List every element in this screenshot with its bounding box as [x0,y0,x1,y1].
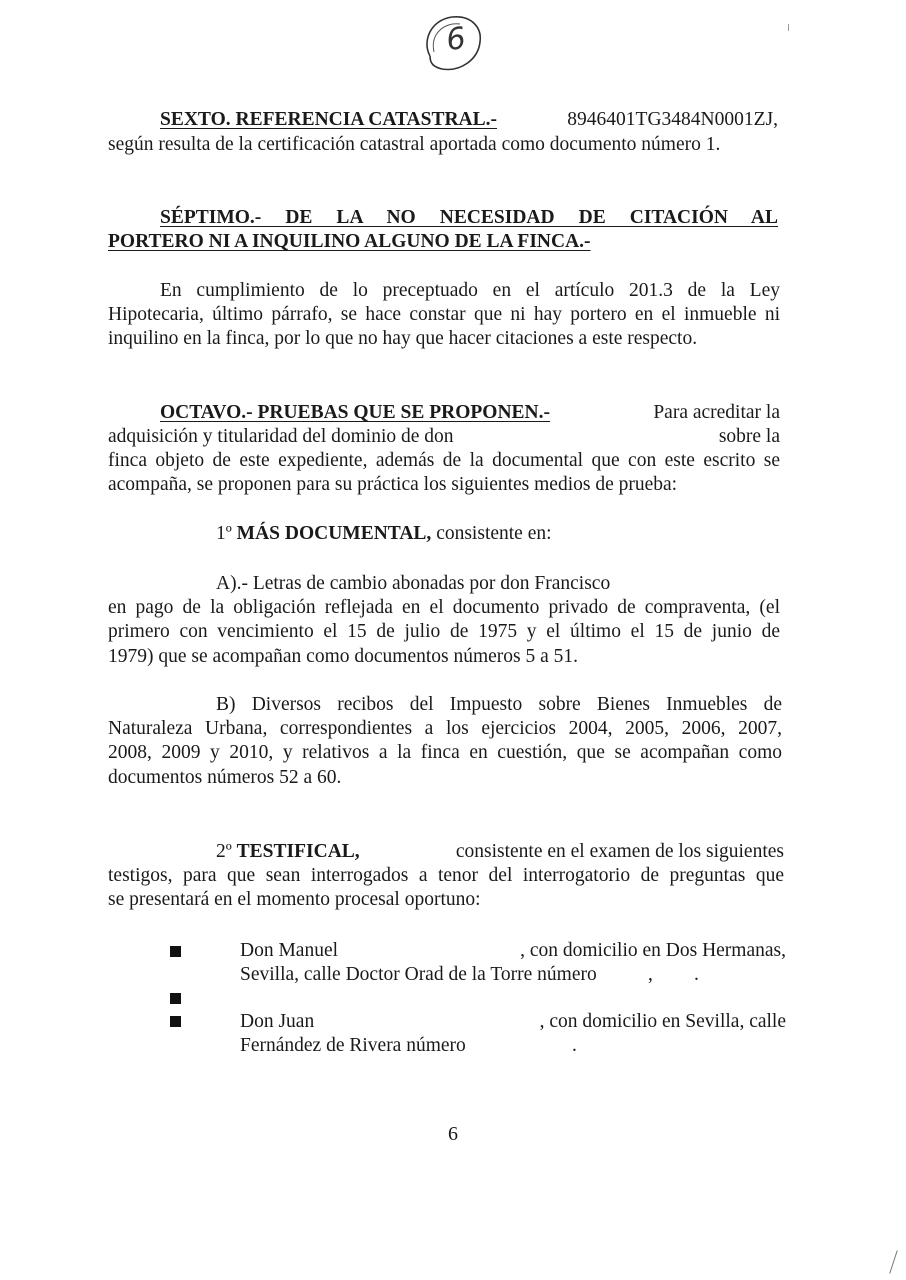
testifical-line-1 [216,840,784,864]
documental-heading [216,522,552,546]
septimo-paragraph-line-1: En cumplimiento de lo preceptuado en el artículo 201.3 de la Ley [160,280,780,301]
septimo-heading-1: SÉPTIMO.- DE LA NO NECESIDAD DE CITACIÓN AL [160,207,778,228]
bullet-icon [170,946,181,957]
septimo-heading-2: PORTERO NI A INQUILINO ALGUNO DE LA FINCA.- [108,231,591,252]
septimo-paragraph-line-3: inquilino en la finca, por lo que no hay que hacer citaciones a este respecto. [108,328,698,349]
documental-b-line-3: 2008, 2009 y 2010, y relativos a la finca en cuestión, que se acompañan como [108,742,782,763]
documental-a-line-3: primero con vencimiento el 15 de julio de 1975 y el último el 15 de junio de [108,621,780,642]
octavo-line-1-rest: Para acreditar la [653,402,780,423]
witness-2-line-1 [240,1010,786,1034]
page-number: 6 [448,1123,458,1145]
sexto-line-1 [160,108,778,132]
octavo-line-4: acompaña, se proponen para su práctica los siguientes medios de prueba: [108,474,678,495]
witness-2-line-2 [240,1034,600,1058]
documental-number: 1º [216,523,232,544]
documental-a-line-1: A).- Letras de cambio abonadas por don Francisco [216,573,611,594]
octavo-line-1 [160,401,780,425]
witness-1-address: , con domicilio en Dos Hermanas, [520,940,786,961]
bullet-icon [170,993,181,1004]
documental-b-line-1: B) Diversos recibos del Impuesto sobre Bienes Inmuebles de [216,694,782,715]
scan-mark [889,1250,897,1273]
witness-1-comma: , [648,964,653,985]
witness-2-address: , con domicilio en Sevilla, calle [539,1011,786,1032]
witness-2-street: Fernández de Rivera número [240,1035,466,1056]
bullet-icon [170,1016,181,1027]
documental-b-line-4: documentos números 52 a 60. [108,767,342,788]
documental-title: MÁS DOCUMENTAL, [236,523,432,544]
octavo-line-3: finca objeto de este expediente, además de la documental que con este escrito se [108,450,780,471]
witness-2-dot: . [572,1035,577,1056]
octavo-line-2-start: adquisición y titularidad del dominio de don [108,426,454,447]
octavo-line-2 [108,425,780,449]
witness-2-name: Don Juan [240,1011,315,1032]
octavo-heading: OCTAVO.- PRUEBAS QUE SE PROPONEN.- [160,402,551,423]
documental-rest: consistente en: [436,523,552,544]
documental-a-line-4: 1979) que se acompañan como documentos números 5 a 51. [108,646,579,667]
testifical-number: 2º [216,841,232,862]
witness-1-dot: . [694,964,699,985]
testifical-title: TESTIFICAL, [236,841,360,862]
documental-b-line-2: Naturaleza Urbana, correspondientes a los ejercicios 2004, 2005, 2006, 2007, [108,718,782,739]
witness-1-line-2 [240,963,700,987]
octavo-line-2-end: sobre la [718,426,780,447]
testifical-line-2: testigos, para que sean interrogados a tenor del interrogatorio de preguntas que [108,865,784,886]
documental-a-line-2: en pago de la obligación reflejada en el documento privado de compraventa, (el [108,597,780,618]
witness-1-name: Don Manuel [240,940,339,961]
septimo-paragraph-line-2: Hipotecaria, último párrafo, se hace constar que ni hay portero en el inmueble ni [108,304,780,325]
stamp-number: 6 [444,20,468,59]
sexto-heading: SEXTO. REFERENCIA CATASTRAL.- [160,109,497,130]
catastral-reference: 8946401TG3484N0001ZJ, [567,109,778,130]
witness-1-line-1 [240,939,786,963]
testifical-line-1-rest: consistente en el examen de los siguientes [455,841,784,862]
sexto-line-2: según resulta de la certificación catastral aportada como documento número 1. [108,134,721,155]
scan-mark [788,24,789,31]
witness-1-street: Sevilla, calle Doctor Orad de la Torre número [240,964,597,985]
testifical-line-3: se presentará en el momento procesal oportuno: [108,889,481,910]
